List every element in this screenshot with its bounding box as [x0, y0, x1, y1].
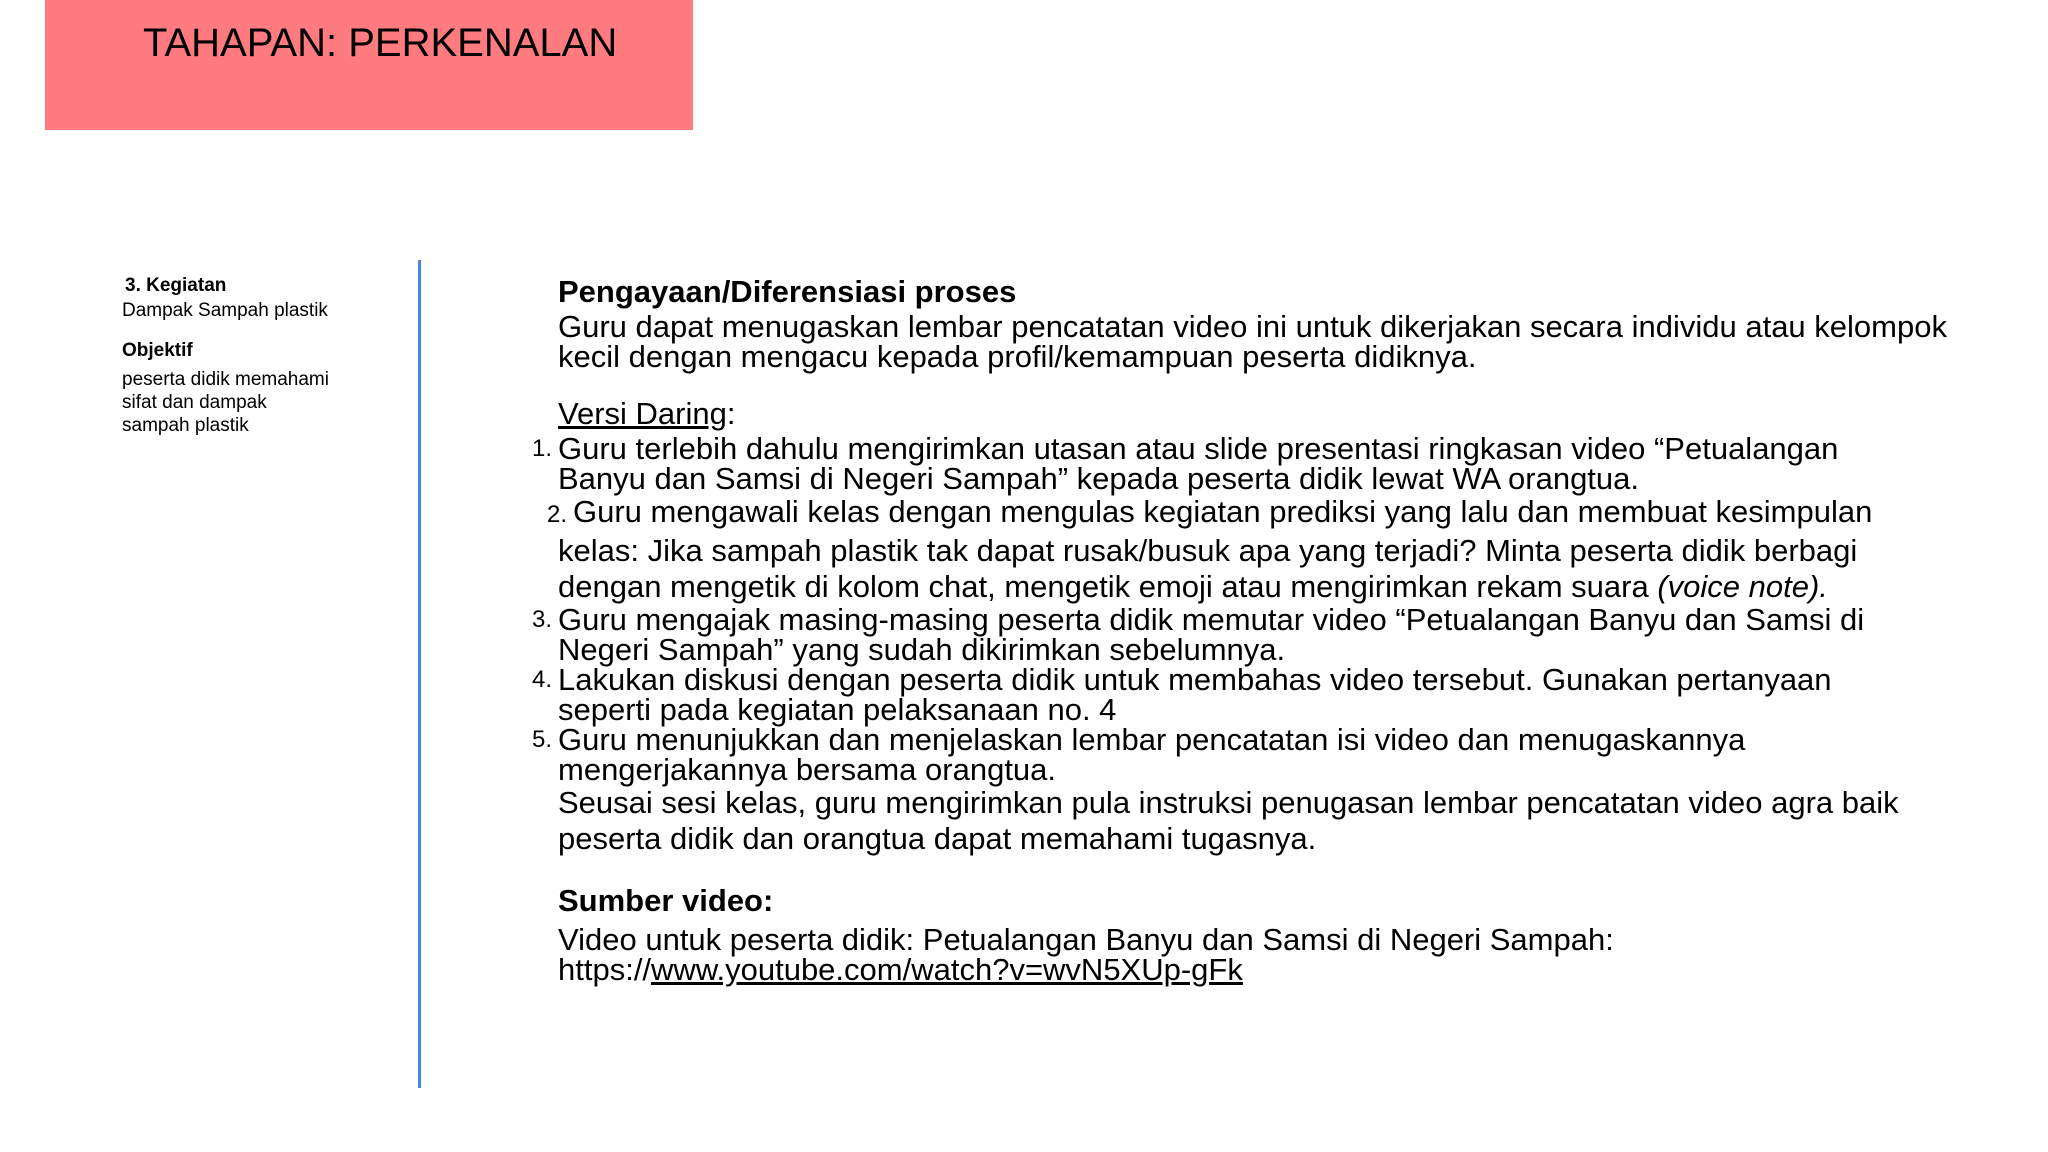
main-content: [532, 272, 1998, 987]
list-item: [547, 494, 1998, 605]
video-link[interactable]: www.youtube.com/watch?v=wvN5XUp-gFk: [651, 952, 1243, 987]
step-line: dengan mengetik di kolom chat, mengetik emoji atau mengirimkan rekam suara: [558, 569, 1658, 604]
list-item: [532, 662, 1998, 727]
step-number: 4.: [532, 666, 553, 693]
activity-number: 3. Kegiatan: [125, 275, 227, 296]
step-line: mengerjakannya bersama orangtua.: [558, 752, 1057, 787]
enrichment-text: Guru dapat menugaskan lembar pencatatan video ini untuk dikerjakan secara individu atau kelompok kecil dengan mengacu kepada profil/kemampuan peserta didiknya.: [558, 309, 1947, 374]
step-line: Guru mengawali kelas dengan mengulas kegiatan prediksi yang lalu dan membuat kesimpulan: [573, 494, 1873, 529]
objective-line: sifat dan dampak: [122, 392, 267, 413]
online-version-label: Versi Daring: [558, 396, 727, 431]
sidebar: [122, 274, 382, 437]
step-line: Guru menunjukkan dan menjelaskan lembar pencatatan isi video dan menugaskannya: [558, 722, 1746, 757]
list-item: [532, 431, 1998, 496]
objective-text: [122, 368, 382, 437]
step-line: Banyu dan Samsi di Negeri Sampah” kepada peserta didik lewat WA orangtua.: [558, 461, 1640, 496]
step-line: seperti pada kegiatan pelaksanaan no. 4: [558, 692, 1117, 727]
objective-heading: Objektif: [122, 340, 193, 361]
online-version-colon: :: [726, 396, 736, 431]
vertical-divider: [418, 260, 421, 1088]
source-text: [558, 922, 1998, 987]
objective-line: sampah plastik: [122, 415, 249, 436]
step-line: kelas: Jika sampah plastik tak dapat rusak/busuk apa yang terjadi? Minta peserta didik berbagi: [558, 533, 1858, 568]
step-line: Guru terlebih dahulu mengirimkan utasan atau slide presentasi ringkasan video “Petualangan: [558, 431, 1839, 466]
closing-text: [558, 785, 1998, 857]
page-title: TAHAPAN: PERKENALAN: [143, 21, 618, 65]
list-item: [532, 722, 1998, 787]
step-line: Lakukan diskusi dengan peserta didik untuk membahas video tersebut. Gunakan pertanyaan: [558, 662, 1832, 697]
source-description: Video untuk peserta didik: Petualangan Banyu dan Samsi di Negeri Sampah:: [558, 922, 1614, 957]
objective-line: peserta didik memahami: [122, 369, 329, 390]
step-number: 5.: [532, 726, 553, 753]
closing-line: peserta didik dan orangtua dapat memahami tugasnya.: [558, 821, 1317, 856]
step-number: 3.: [532, 606, 553, 633]
enrichment-heading: Pengayaan/Diferensiasi proses: [558, 274, 1017, 309]
step-line: Guru mengajak masing-masing peserta didik memutar video “Petualangan Banyu dan Samsi di: [558, 602, 1865, 637]
activity-name: Dampak Sampah plastik: [122, 300, 328, 321]
step-line-italic: (voice note).: [1657, 569, 1828, 604]
link-prefix: https://: [558, 952, 652, 987]
step-number: 1.: [532, 435, 553, 462]
closing-line: Seusai sesi kelas, guru mengirimkan pula instruksi penugasan lembar pencatatan video agra baik: [558, 785, 1899, 820]
online-version-heading: [558, 394, 1998, 434]
list-item: [532, 602, 1998, 667]
step-line: Negeri Sampah” yang sudah dikirimkan sebelumnya.: [558, 632, 1286, 667]
step-number: 2.: [547, 501, 568, 528]
source-heading: Sumber video:: [558, 883, 774, 918]
